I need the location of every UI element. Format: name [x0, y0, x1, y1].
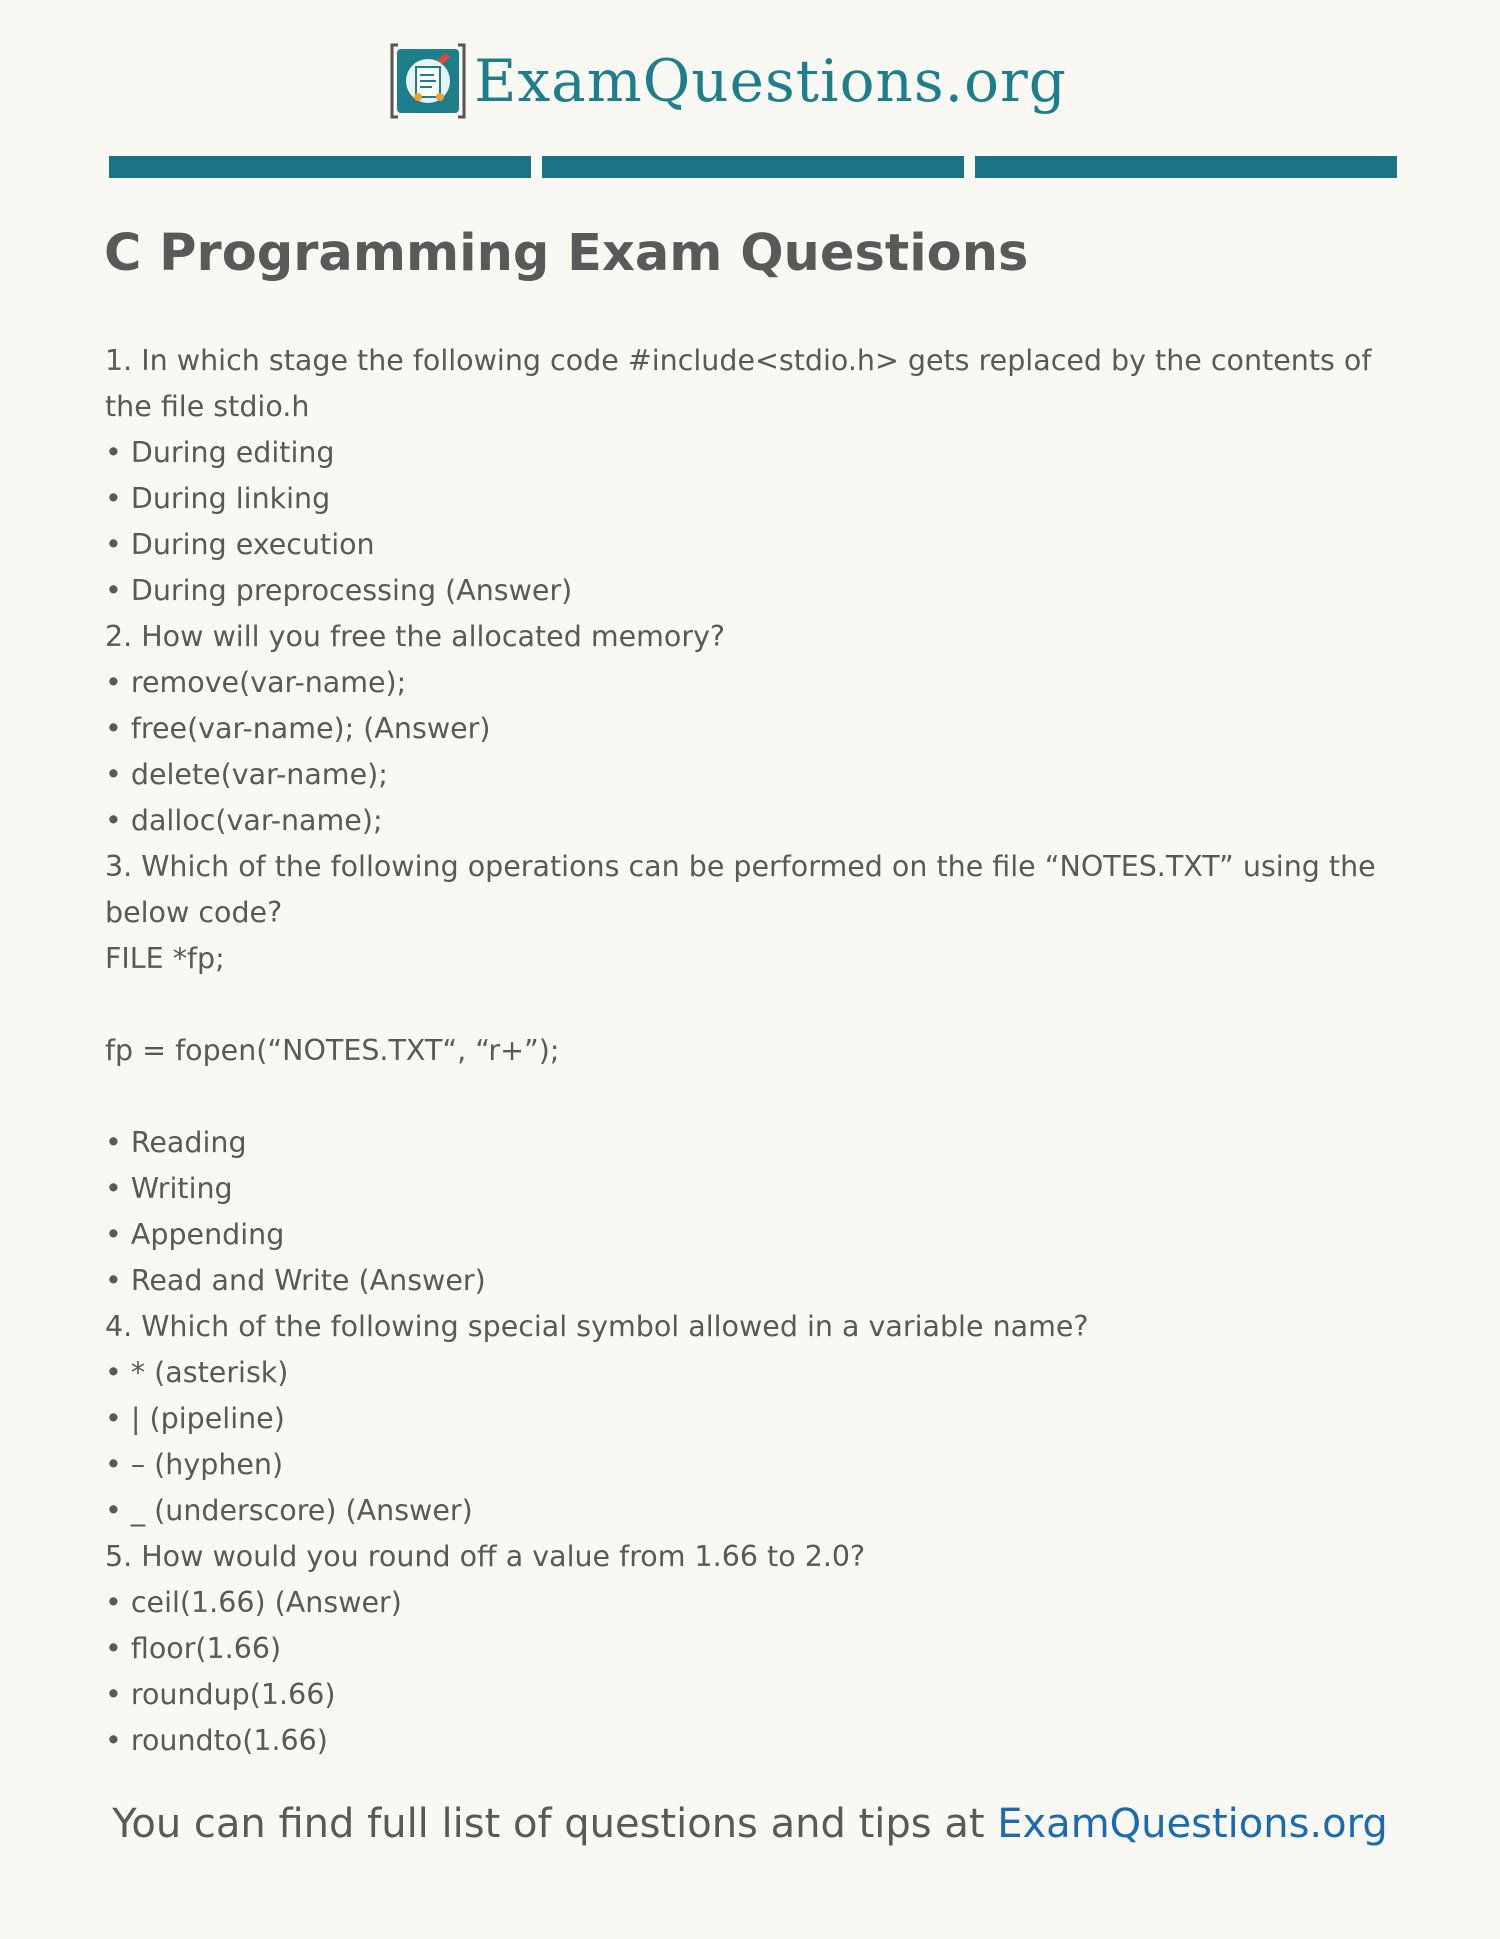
- clipboard-icon: [388, 41, 468, 121]
- content-line: [105, 1074, 1405, 1120]
- content-line: • Read and Write (Answer): [105, 1264, 486, 1297]
- content-line: 3. Which of the following operations can be performed on the file “NOTES.TXT” using the: [105, 850, 1376, 883]
- content-line: • free(var-name); (Answer): [105, 712, 491, 745]
- content-line: 5. How would you round off a value from 1.66 to 2.0?: [105, 1540, 866, 1573]
- content-line: • Writing: [105, 1172, 233, 1205]
- content-line: • dalloc(var-name);: [105, 804, 383, 837]
- site-logo[interactable]: [388, 41, 1067, 121]
- content-line: • roundto(1.66): [105, 1724, 328, 1757]
- content-line: below code?: [105, 896, 283, 929]
- content-line: • _ (underscore) (Answer): [105, 1494, 473, 1527]
- content-line: • During linking: [105, 482, 331, 515]
- content-line: • roundup(1.66): [105, 1678, 336, 1711]
- content-line: fp = fopen(“NOTES.TXT“, “r+”);: [105, 1034, 560, 1067]
- footer-link[interactable]: ExamQuestions.org: [997, 1801, 1388, 1847]
- logo-text: ExamQuestions.org: [474, 47, 1067, 115]
- page-title: C Programming Exam Questions: [104, 224, 1029, 283]
- divider-bar: [975, 156, 1397, 178]
- content-line: • remove(var-name);: [105, 666, 407, 699]
- content-line: 4. Which of the following special symbol allowed in a variable name?: [105, 1310, 1089, 1343]
- content-line: • During editing: [105, 436, 335, 469]
- footer: [0, 1802, 1500, 1846]
- content-line: • During preprocessing (Answer): [105, 574, 573, 607]
- header: [0, 36, 1500, 126]
- content-line: • Appending: [105, 1218, 285, 1251]
- content-line: [105, 982, 1405, 1028]
- content-line: • delete(var-name);: [105, 758, 388, 791]
- content-line: 2. How will you free the allocated memory?: [105, 620, 726, 653]
- content-line: • – (hyphen): [105, 1448, 284, 1481]
- divider-bar: [542, 156, 964, 178]
- content-line: • ceil(1.66) (Answer): [105, 1586, 402, 1619]
- content-line: FILE *fp;: [105, 942, 225, 975]
- footer-text: You can find full list of questions and tips at: [112, 1801, 998, 1847]
- content-line: • floor(1.66): [105, 1632, 282, 1665]
- header-divider: [109, 156, 1397, 178]
- content-line: • Reading: [105, 1126, 247, 1159]
- content-line: • During execution: [105, 528, 375, 561]
- content-line: 1. In which stage the following code #include<stdio.h> gets replaced by the contents of: [105, 344, 1372, 377]
- content-line: • * (asterisk): [105, 1356, 289, 1389]
- questions-list: [105, 338, 1405, 1764]
- content-line: the file stdio.h: [105, 390, 310, 423]
- divider-bar: [109, 156, 531, 178]
- content-line: • | (pipeline): [105, 1402, 285, 1435]
